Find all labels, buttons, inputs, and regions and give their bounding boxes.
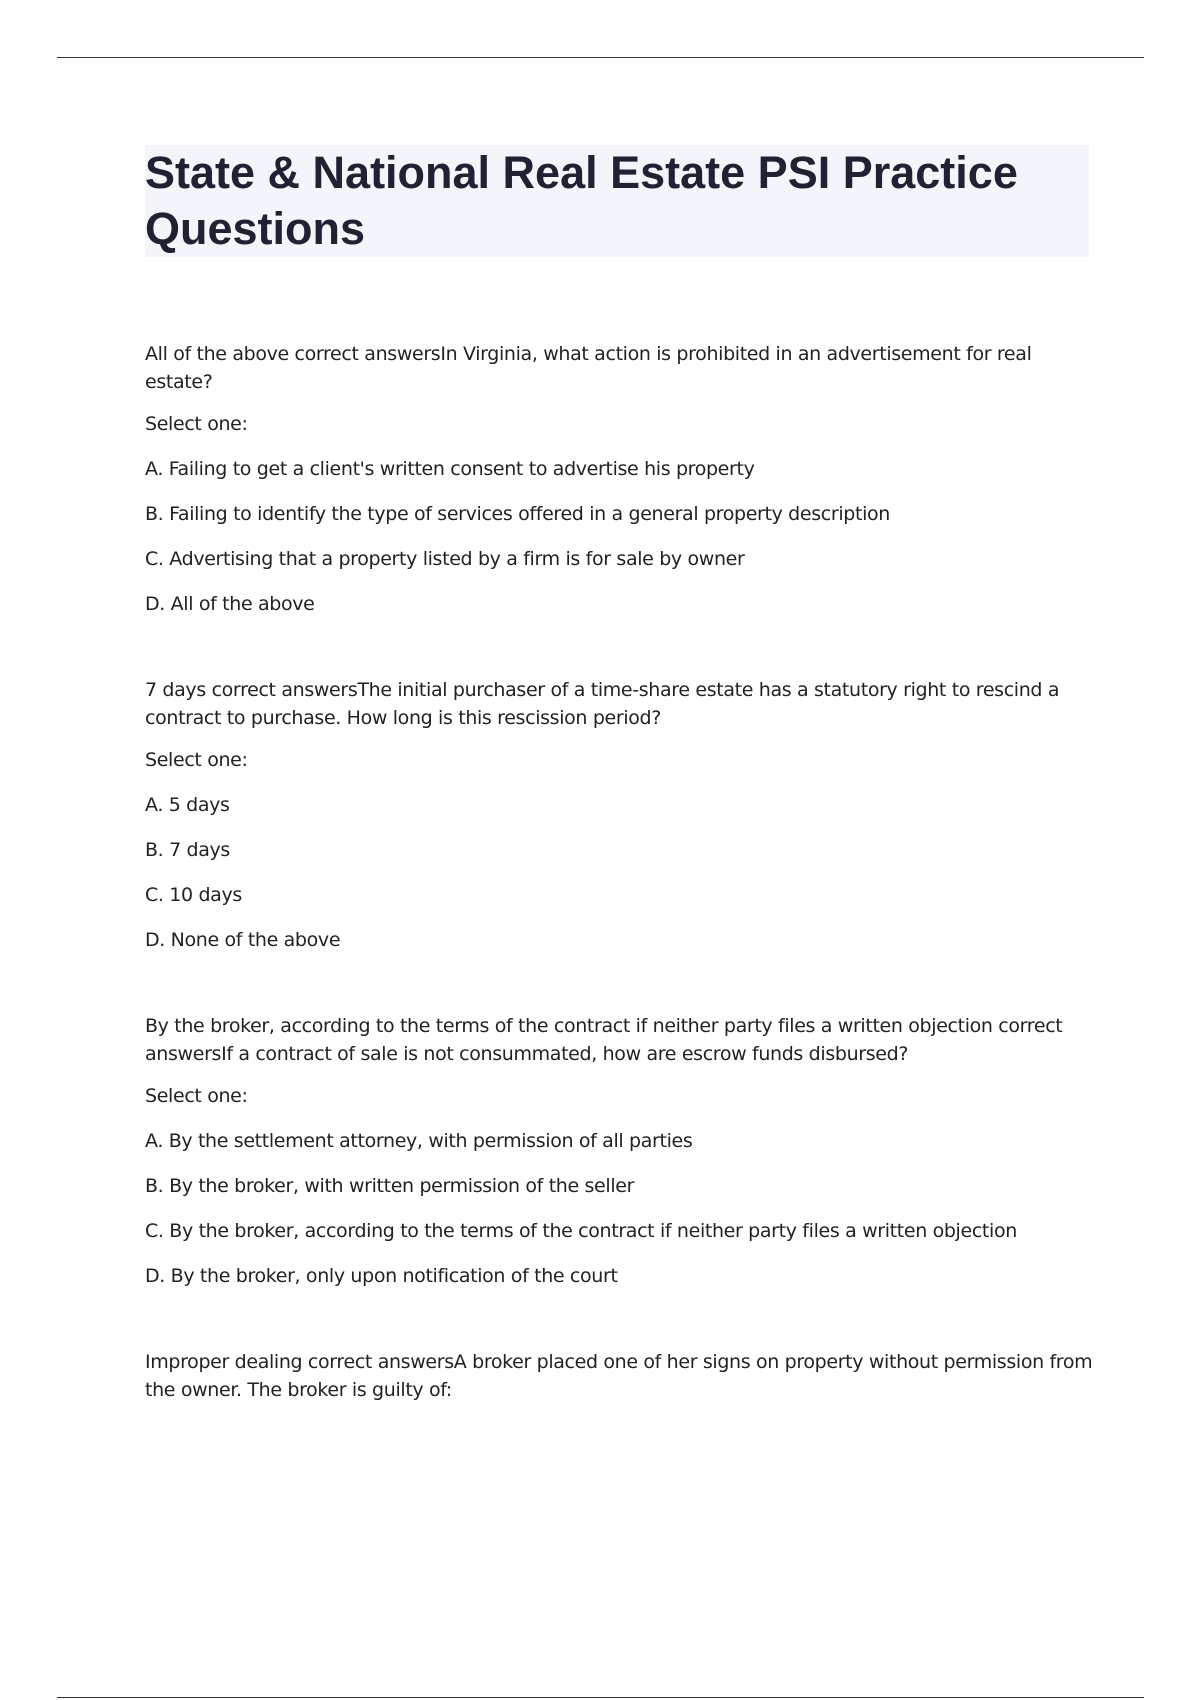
answer-option-c: C. Advertising that a property listed by a firm is for sale by owner	[145, 548, 745, 570]
question-block	[145, 1348, 1095, 1404]
select-one-label: Select one:	[145, 1085, 248, 1107]
question-block	[145, 676, 1095, 954]
select-one-label: Select one:	[145, 749, 248, 771]
answer-option-b: B. 7 days	[145, 839, 230, 861]
question-text: 7 days correct answersThe initial purchaser of a time-share estate has a statutory right to rescind a contract to purchase. How long is this rescission period?	[145, 679, 1060, 729]
document-title: State & National Real Estate PSI Practice Questions	[145, 147, 1018, 254]
answer-option-d: D. By the broker, only upon notification of the court	[145, 1265, 618, 1287]
answer-option-c: C. 10 days	[145, 884, 242, 906]
question-list	[145, 340, 1095, 1462]
answer-option-d: D. All of the above	[145, 593, 315, 615]
question-block	[145, 1012, 1095, 1290]
question-text: By the broker, according to the terms of the contract if neither party files a written objection correct answersIf a contract of sale is not consummated, how are escrow funds disbursed?	[145, 1015, 1063, 1065]
top-divider	[57, 57, 1144, 58]
select-one-label: Select one:	[145, 413, 248, 435]
answer-option-b: B. By the broker, with written permission of the seller	[145, 1175, 635, 1197]
answer-option-b: B. Failing to identify the type of services offered in a general property description	[145, 503, 890, 525]
question-text: All of the above correct answersIn Virginia, what action is prohibited in an advertisement for real estate?	[145, 343, 1032, 393]
question-block	[145, 340, 1095, 618]
answer-option-a: A. Failing to get a client's written consent to advertise his property	[145, 458, 755, 480]
answer-option-c: C. By the broker, according to the terms of the contract if neither party files a written objection	[145, 1220, 1017, 1242]
question-text: Improper dealing correct answersA broker placed one of her signs on property without permission from the owner. The broker is guilty of:	[145, 1351, 1093, 1401]
answer-option-a: A. By the settlement attorney, with permission of all parties	[145, 1130, 693, 1152]
answer-option-d: D. None of the above	[145, 929, 341, 951]
bottom-divider	[57, 1697, 1144, 1698]
answer-option-a: A. 5 days	[145, 794, 230, 816]
title-banner	[145, 145, 1089, 257]
